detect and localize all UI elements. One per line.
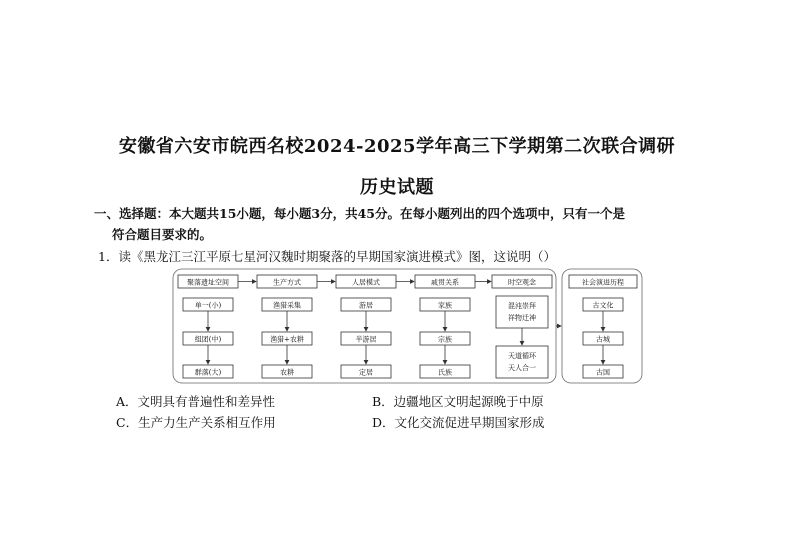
- col3-text-1: 游居: [359, 301, 373, 310]
- instruction-line-2: 符合题目要求的。: [112, 227, 213, 242]
- col4-text-3: 氏族: [438, 368, 452, 377]
- col2-text-3: 农耕: [280, 368, 294, 377]
- column-5: [496, 296, 548, 378]
- page-subtitle: 历史试题: [360, 177, 434, 198]
- option-b[interactable]: B．边疆地区文明起源晚于中原: [372, 394, 544, 409]
- col5-box-2: [496, 346, 548, 378]
- option-a[interactable]: A．文明具有普遍性和差异性: [116, 394, 276, 409]
- col6-text-1: 古文化: [592, 301, 614, 310]
- col3-text-2: 半游居: [355, 335, 377, 344]
- col5-text-1a: 混沌崇拜: [508, 302, 536, 310]
- col6-text-3: 古国: [596, 368, 610, 377]
- col1-text-2: 组团(中): [194, 335, 222, 344]
- question-stem: 1．读《黑龙江三江平原七星河汉魏时期聚落的早期国家演进模式》图，这说明（）: [98, 249, 556, 264]
- option-c[interactable]: C．生产力生产关系相互作用: [116, 415, 276, 430]
- header-label-2: 生产方式: [273, 278, 301, 287]
- column-2: [262, 298, 312, 378]
- col6-text-2: 古城: [596, 335, 610, 344]
- col5-text-2b: 天人合一: [508, 364, 536, 372]
- col2-text-1: 渔猎采集: [273, 301, 301, 310]
- col5-text-2a: 天道循环: [508, 352, 536, 360]
- header-label-3: 人居模式: [352, 278, 380, 287]
- header-label-6: 社会演进历程: [582, 278, 624, 287]
- column-3: [341, 298, 391, 378]
- col5-text-1b: 祥物迁神: [508, 314, 536, 322]
- col1-text-1: 单一(小): [194, 301, 222, 310]
- column-1: [183, 298, 233, 378]
- page-title: 安徽省六安市皖西名校2024-2025学年高三下学期第二次联合调研: [118, 136, 676, 157]
- header-label-1: 聚落遗址空间: [187, 278, 229, 287]
- section-instruction: [94, 203, 625, 245]
- instruction-line-1: 一、选择题：本大题共15小题，每小题3分，共45分。在每小题列出的四个选项中，只有一个是: [94, 206, 625, 221]
- col4-text-2: 宗族: [438, 335, 452, 344]
- header-label-4: 戚贯关系: [431, 278, 459, 287]
- col1-text-3: 群落(大): [194, 368, 222, 377]
- col4-text-1: 家族: [438, 301, 452, 310]
- header-label-5: 时空观念: [508, 278, 536, 287]
- col2-text-2: 渔猎+农耕: [270, 335, 304, 344]
- option-d[interactable]: D．文化交流促进早期国家形成: [372, 415, 545, 430]
- header-row: [178, 275, 637, 288]
- settlement-evolution-diagram: [170, 266, 645, 386]
- column-4: [420, 298, 470, 378]
- col3-text-3: 定居: [359, 368, 373, 377]
- col5-box-1: [496, 296, 548, 328]
- column-6: [583, 298, 623, 378]
